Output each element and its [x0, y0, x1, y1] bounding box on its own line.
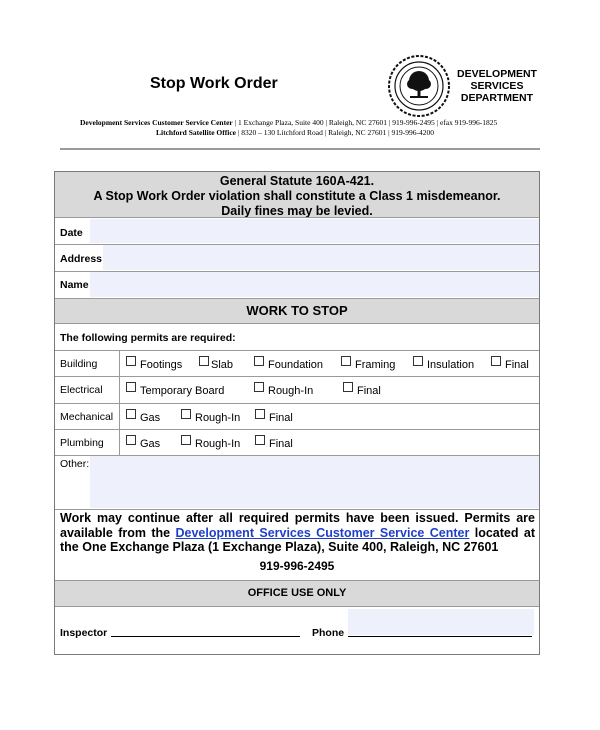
inspector-label: Inspector	[60, 627, 108, 639]
department-name	[450, 68, 544, 104]
building-final-checkbox[interactable]	[491, 356, 501, 366]
electrical-temporary-board-checkbox[interactable]	[126, 382, 136, 392]
phone-label: Phone	[312, 627, 345, 639]
electrical-rough-in-checkbox[interactable]	[254, 382, 264, 392]
building-foundation-label: Foundation	[268, 359, 324, 371]
name-field[interactable]	[90, 272, 539, 297]
building-label: Building	[60, 358, 98, 370]
address-line-main	[80, 118, 497, 127]
divider	[55, 217, 539, 218]
permits-required-label: The following permits are required:	[60, 332, 236, 344]
electrical-final-label: Final	[357, 385, 381, 397]
work-to-stop-heading: WORK TO STOP	[246, 303, 348, 318]
office-use-heading: OFFICE USE ONLY	[247, 587, 347, 599]
electrical-label: Electrical	[60, 384, 103, 396]
plumbing-rough-in-label: Rough-In	[195, 438, 241, 450]
phone-field[interactable]	[348, 609, 534, 635]
address-field[interactable]	[103, 245, 539, 270]
plumbing-label: Plumbing	[60, 437, 104, 449]
permit-notice	[60, 511, 535, 555]
permit-notice-text-2: located at the One Exchange Plaza (1 Exchange Plaza), Suite 400, Raleigh, NC 27601	[60, 525, 535, 554]
statute-text	[55, 174, 539, 219]
electrical-final-checkbox[interactable]	[343, 382, 353, 392]
plumbing-final-label: Final	[269, 438, 293, 450]
address-label: Address	[60, 253, 103, 265]
address-satellite-name: Litchford Satellite Office	[156, 128, 236, 137]
building-footings-checkbox[interactable]	[126, 356, 136, 366]
statute-line-3: Daily fines may be levied.	[221, 204, 373, 218]
building-footings-label: Footings	[140, 359, 183, 371]
divider	[55, 429, 539, 430]
other-field[interactable]	[90, 456, 539, 508]
page-title: Stop Work Order	[150, 75, 278, 92]
header-divider	[60, 148, 540, 150]
mechanical-label: Mechanical	[60, 411, 114, 423]
building-final-label: Final	[505, 359, 529, 371]
divider	[55, 323, 539, 324]
divider	[55, 376, 539, 377]
address-main-details: | 1 Exchange Plaza, Suite 400 | Raleigh, NC 27601 | 919-996-2495 | efax 919-996-1825	[232, 118, 498, 127]
notice-phone: 919-996-2495	[259, 559, 335, 573]
plumbing-gas-checkbox[interactable]	[126, 435, 136, 445]
plumbing-rough-in-checkbox[interactable]	[181, 435, 191, 445]
statute-line-1: General Statute 160A-421.	[219, 174, 375, 188]
building-foundation-checkbox[interactable]	[254, 356, 264, 366]
divider	[55, 350, 539, 351]
building-framing-checkbox[interactable]	[341, 356, 351, 366]
name-label: Name	[60, 279, 89, 291]
mechanical-final-checkbox[interactable]	[255, 409, 265, 419]
statute-line-2: A Stop Work Order violation shall constitute a Class 1 misdemeanor.	[93, 189, 501, 203]
building-insulation-label: Insulation	[427, 359, 475, 371]
plumbing-gas-label: Gas	[140, 438, 161, 450]
department-line-1: DEVELOPMENT	[457, 68, 537, 80]
building-slab-checkbox[interactable]	[199, 356, 209, 366]
phone-line	[348, 636, 532, 637]
mechanical-final-label: Final	[269, 412, 293, 424]
mechanical-gas-checkbox[interactable]	[126, 409, 136, 419]
building-slab-label: Slab	[211, 359, 234, 371]
permit-notice-text-1: Work may continue after all required permits have been issued. Permits are available from the	[60, 511, 535, 540]
electrical-temporary-board-label: Temporary Board	[140, 385, 225, 397]
inspector-signature-line[interactable]	[111, 636, 300, 637]
date-field[interactable]	[90, 219, 539, 243]
city-seal-icon	[388, 55, 450, 117]
building-framing-label: Framing	[355, 359, 396, 371]
electrical-rough-in-label: Rough-In	[268, 385, 314, 397]
mechanical-rough-in-checkbox[interactable]	[181, 409, 191, 419]
plumbing-final-checkbox[interactable]	[255, 435, 265, 445]
department-line-2: SERVICES	[470, 80, 524, 92]
mechanical-gas-label: Gas	[140, 412, 161, 424]
address-line-satellite	[156, 128, 434, 137]
divider	[55, 509, 539, 510]
divider	[55, 403, 539, 404]
department-line-3: DEPARTMENT	[460, 92, 534, 104]
mechanical-rough-in-label: Rough-In	[195, 412, 241, 424]
divider	[55, 298, 539, 299]
address-main-name: Development Services Customer Service Center	[80, 118, 233, 127]
building-insulation-checkbox[interactable]	[413, 356, 423, 366]
customer-service-center-link[interactable]: Development Services Customer Service Center	[175, 525, 470, 540]
other-label: Other:	[60, 458, 90, 470]
address-satellite-details: | 8320 – 130 Litchford Road | Raleigh, NC 27601 | 919-996-4200	[235, 128, 435, 137]
divider	[55, 606, 539, 607]
date-label: Date	[60, 227, 83, 239]
